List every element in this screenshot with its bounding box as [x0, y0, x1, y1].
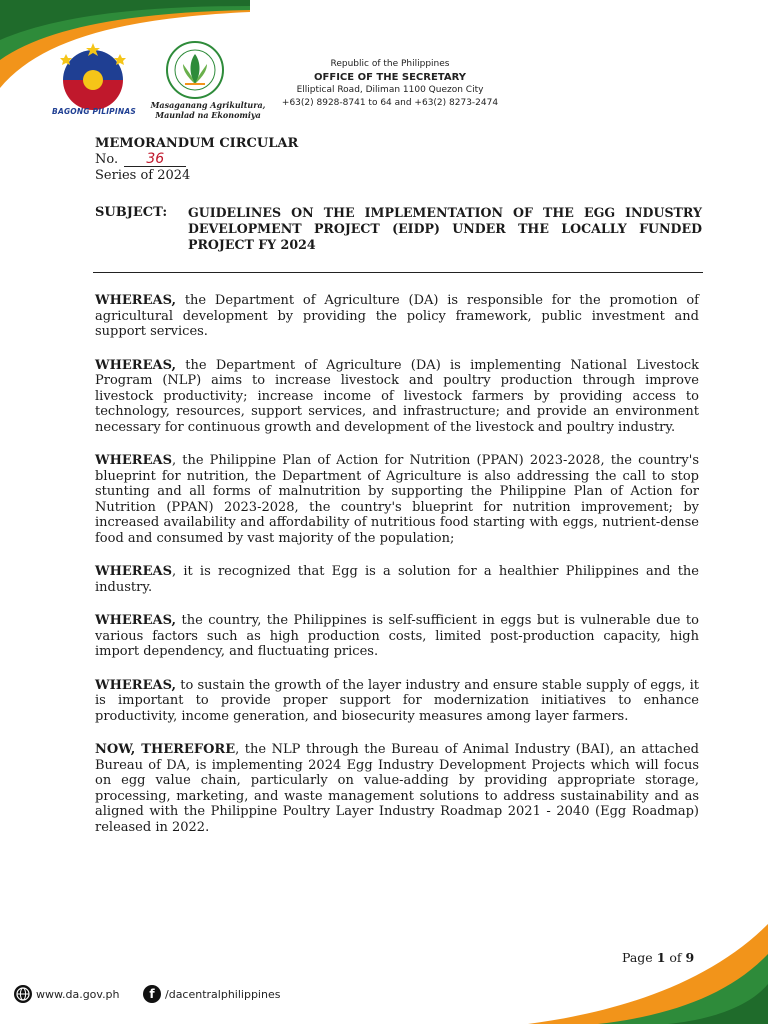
- subject-divider: [93, 272, 703, 273]
- memo-number-label: No.: [95, 152, 119, 167]
- page-number: Page 1 of 9: [622, 950, 695, 965]
- footer-website[interactable]: [14, 985, 120, 1003]
- memo-number-value: 36: [124, 152, 186, 167]
- paragraph: WHEREAS, the Philippine Plan of Action for Nutrition (PPAN) 2023-2028, the country's blueprint for nutrition, the Department of Agriculture is also addressing the call to stop stunting and all forms of malnutrition by supporting the Philippine Plan of Action for Nutrition (PPAN) 2023-2028, the country's blueprint for nutrition improvement; by increased availability and affordability of nutritious food starting with eggs, nutrient-dense food and consumed by vast majority of the population;: [95, 453, 699, 546]
- globe-icon: [14, 985, 32, 1003]
- memo-body: [95, 293, 699, 853]
- da-tagline: [143, 100, 273, 120]
- da-tagline-line2: Maunlad na Ekonomiya: [155, 110, 261, 120]
- memo-number: [95, 152, 186, 167]
- paragraph: WHEREAS, the Department of Agriculture (DA) is implementing National Livestock Program (NLP) aims to increase livestock and poultry production through improve livestock productivity; increase income of livestock farmers by providing access to technology, resources, support services, and infrastructure; and provide an environment necessary for continuous growth and development of the livestock and poultry industry.: [95, 357, 699, 435]
- department-of-agriculture-seal: [163, 40, 227, 100]
- footer-facebook[interactable]: [143, 985, 280, 1003]
- subject-label: SUBJECT:: [95, 205, 168, 220]
- paragraph: WHEREAS, the Department of Agriculture (DA) is responsible for the promotion of agricultural development by providing the policy framework, public investment and support services.: [95, 293, 699, 339]
- website-link[interactable]: www.da.gov.ph: [36, 987, 120, 1001]
- paragraph: WHEREAS, to sustain the growth of the layer industry and ensure stable supply of eggs, it is important to provide proper support for modernization initiatives to enhance productivity, income generation, and biosecurity measures among layer farmers.: [95, 677, 699, 724]
- facebook-link[interactable]: /dacentralphilippines: [165, 987, 281, 1001]
- bagong-pilipinas-logo: [48, 40, 138, 110]
- paragraph: WHEREAS, the country, the Philippines is self-sufficient in eggs but is vulnerable due to various factors such as high production costs, limited post-production capacity, high import dependency, and fluctuating prices.: [95, 613, 699, 659]
- country-name: Republic of the Philippines: [330, 59, 450, 69]
- corner-decoration-bottom-right: [508, 924, 768, 1024]
- office-address: Elliptical Road, Diliman 1100 Quezon City: [296, 85, 484, 95]
- facebook-icon: f: [143, 985, 161, 1003]
- memo-series: Series of 2024: [95, 168, 191, 183]
- office-name: OFFICE OF THE SECRETARY: [314, 72, 466, 83]
- office-letterhead: [272, 58, 508, 110]
- memo-title: MEMORANDUM CIRCULAR: [95, 136, 299, 151]
- da-tagline-line1: Masaganang Agrikultura,: [150, 100, 266, 110]
- subject-text: GUIDELINES ON THE IMPLEMENTATION OF THE EGG INDUSTRY DEVELOPMENT PROJECT (EIDP) UNDER THE LOCALLY FUNDED PROJECT FY 2024: [188, 205, 702, 252]
- office-phone: +63(2) 8928-8741 to 64 and +63(2) 8273-2474: [281, 98, 499, 108]
- bagong-pilipinas-label: BAGONG PILIPINAS: [52, 107, 136, 116]
- paragraph: WHEREAS, it is recognized that Egg is a solution for a healthier Philippines and the industry.: [95, 564, 699, 595]
- paragraph: NOW, THEREFORE, the NLP through the Bureau of Animal Industry (BAI), an attached Bureau of DA, is implementing 2024 Egg Industry Development Projects which will focus on egg value chain, particularly on value-adding by providing appropriate storage, processing, marketing, and waste management solutions to address sustainability and as aligned with the Philippine Poultry Layer Industry Roadmap 2021 - 2040 (Egg Roadmap) released in 2022.: [95, 742, 699, 835]
